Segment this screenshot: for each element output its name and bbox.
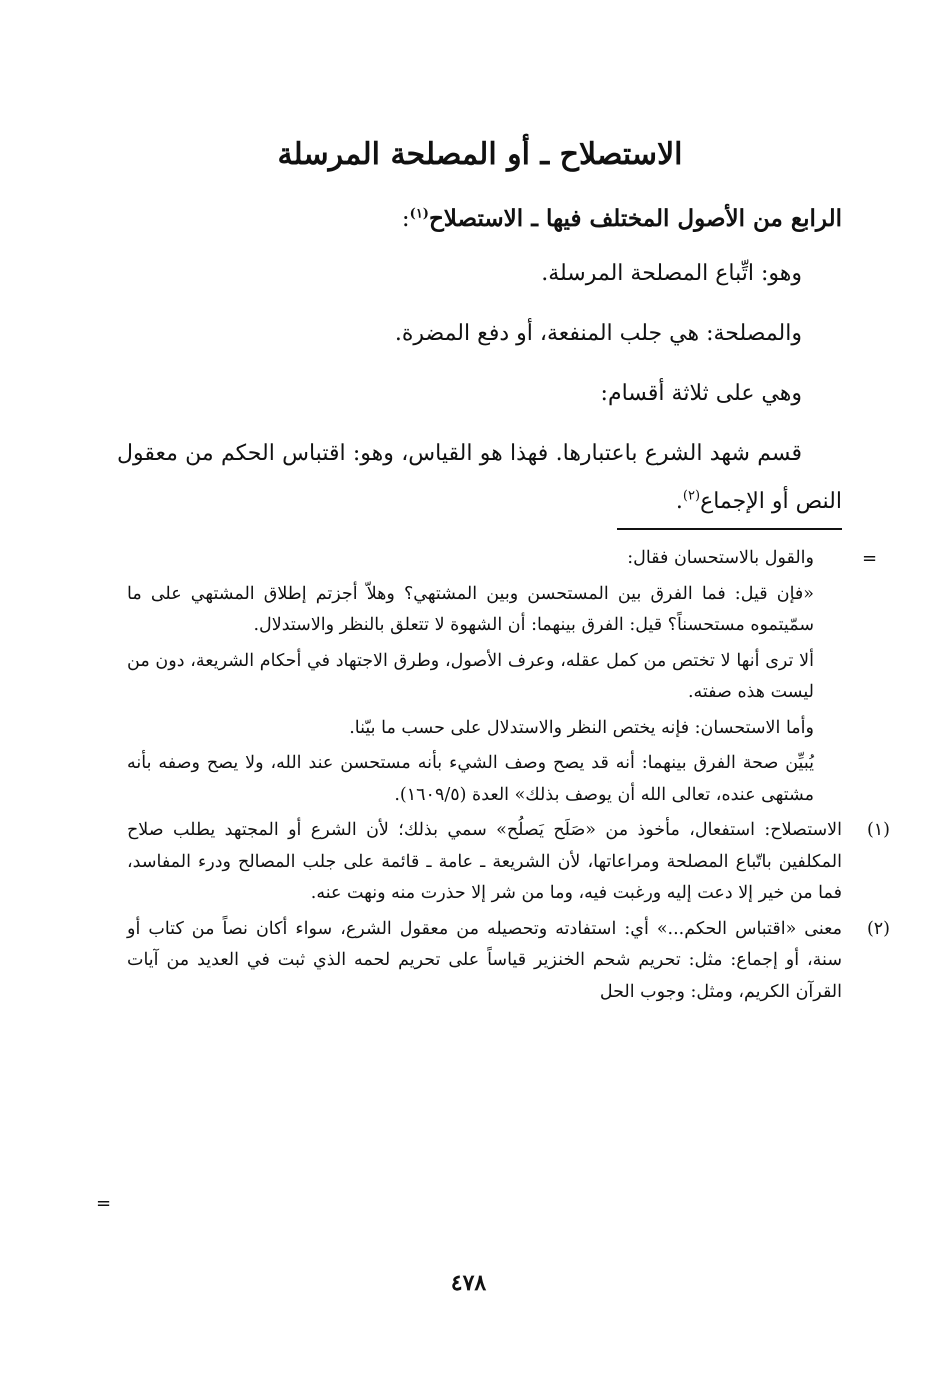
body-paragraph-first-division <box>117 430 842 526</box>
page-number: ٤٧٨ <box>450 1270 487 1296</box>
heading-colon: : <box>401 206 410 232</box>
body-line-definition: وهو: اتِّباع المصلحة المرسلة. <box>541 261 802 286</box>
footnote-1 <box>127 815 890 910</box>
footnote-ref-1: (١) <box>409 206 429 222</box>
footnote-ref-2: (٢) <box>682 488 701 504</box>
footnote-continued-para-4: يُبيِّن صحة الفرق بينهما: أنه قد يصح وصف الشيء بأنه مستحسن عند الله، ولا يصح وصفه بأنه مشتهى عنده، تعالى الله أن يوصف بذلك» العدة (١٦٠٩/٥). <box>127 753 814 805</box>
footnote-continued-para-2: ألا ترى أنها لا تختص من كمل عقله، وعرف الأصول، وطرق الاجتهاد في أحكام الشريعة، دون من ليست هذه صفته. <box>127 650 814 702</box>
footnote-continued-para-3: وأما الاستحسان: فإنه يختص النظر والاستدلال على حسب ما بيّنا. <box>349 717 814 738</box>
body-line-maslaha: والمصلحة: هي جلب المنفعة، أو دفع المضرة. <box>394 321 802 346</box>
footnote-continued-para-1: «فإن قيل: فما الفرق بين المستحسن وبين المشتهي؟ وهلاّ أجزتم إطلاق المشتهي على ما سمّيتموه مستحسناً؟ قيل: الفرق بينهما: أن الشهوة لا تتعلق بالنظر والاستدلال. <box>127 583 814 635</box>
footnote-2-text: معنى «اقتباس الحكم...» أي: استفادته وتحصيله من معقول الشرع، سواء أكان نصاً من كتاب أو سنة، أو إجماع: مثل: تحريم شحم الخنزير قياساً على تحريم لحمه الذي ثبت في العديد من آيات القرآن الكريم، ومثل: وجوب الحل <box>127 918 842 1002</box>
page-title: الاستصلاح ـ أو المصلحة المرسلة <box>277 137 683 172</box>
body-paragraph-end: . <box>675 489 683 514</box>
body-line-divisions: وهي على ثلاثة أقسام: <box>600 381 802 406</box>
footnote-divider <box>617 528 842 530</box>
section-heading <box>117 195 842 243</box>
section-heading-text: الرابع من الأصول المختلف فيها ـ الاستصلاح <box>428 205 842 232</box>
footnote-1-text: الاستصلاح: استفعال، مأخوذ من «صَلَح يَصلُح» سمي بذلك؛ لأن الشرع أو المجتهد يطلب صلاح المكلفين باتّباع المصلحة ومراعاتها، لأن الشريعة ـ عامة ـ قائمة على جلب المصالح ودرء المفاسد، فما من خير إلا دعت إليه ورغبت فيه، وما من شر إلا حذرت منه ونهت عنه. <box>127 820 842 903</box>
footnote-1-number: (١) <box>866 820 890 840</box>
continuation-mark-top: = <box>862 548 878 569</box>
body-paragraph-text: قسم شهد الشرع باعتبارها. فهذا هو القياس، وهو: اقتباس الحكم من معقول النص أو الإجماع <box>117 441 842 514</box>
footnote-continued-intro: والقول بالاستحسان فقال: <box>627 548 814 568</box>
footnote-2 <box>127 914 890 1009</box>
footnote-2-number: (٢) <box>866 918 890 939</box>
footnotes-section <box>127 543 890 1012</box>
continuation-mark-bottom: = <box>96 1193 112 1214</box>
